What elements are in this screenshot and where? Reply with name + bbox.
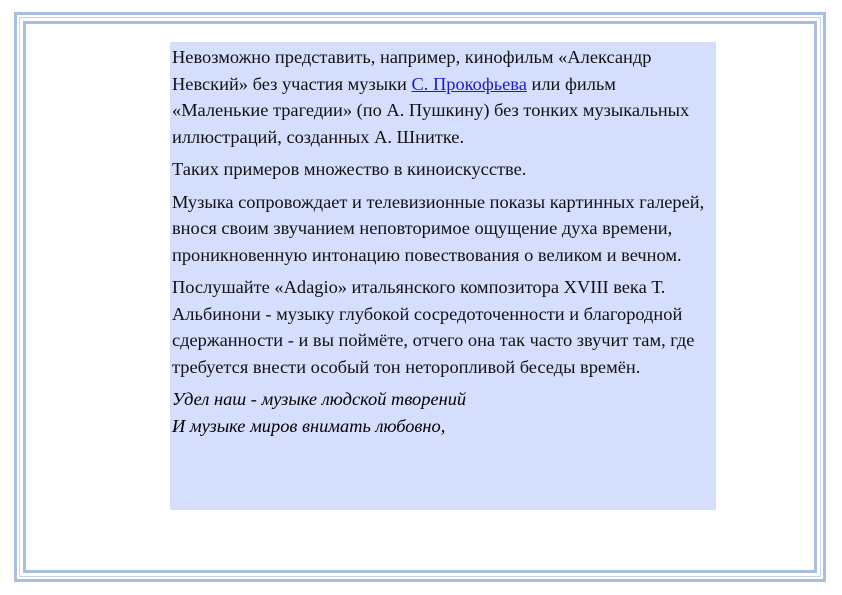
paragraph-television: Музыка сопровождает и телевизионные показы картинных галерей, внося своим звучанием неповторимое ощущение духа времени, проникновенную интонацию повествования о великом и вечном.	[172, 191, 705, 265]
poem-line-2: И музыке миров внимать любовно,	[172, 415, 446, 436]
poem-quote	[172, 386, 714, 439]
paragraph-adagio: Послушайте «Adagio» итальянского композитора XVIII века Т. Альбинони - музыку глубокой сосредоточенности и благородной сдержанности - и вы поймёте, отчего она так часто звучит там, где требуется внести особый тон неторопливой беседы времён.	[172, 277, 695, 377]
paragraph-film-music	[172, 44, 714, 150]
paragraph-1-start: Невозможно представить, например, кинофильм «Александр Невский» без участия музыки	[172, 47, 652, 94]
paragraph-1-end: или фильм «Маленькие трагедии» (по А. Пушкину) без тонких музыкальных иллюстраций, созданных А. Шнитке.	[172, 73, 690, 147]
prokofiev-link[interactable]: С. Прокофьева	[411, 73, 527, 94]
slide-text-box	[170, 42, 716, 510]
poem-line-1: Удел наш - музыке людской творений	[172, 389, 467, 409]
paragraph-examples: Таких примеров множество в киноискусстве.	[172, 159, 527, 179]
